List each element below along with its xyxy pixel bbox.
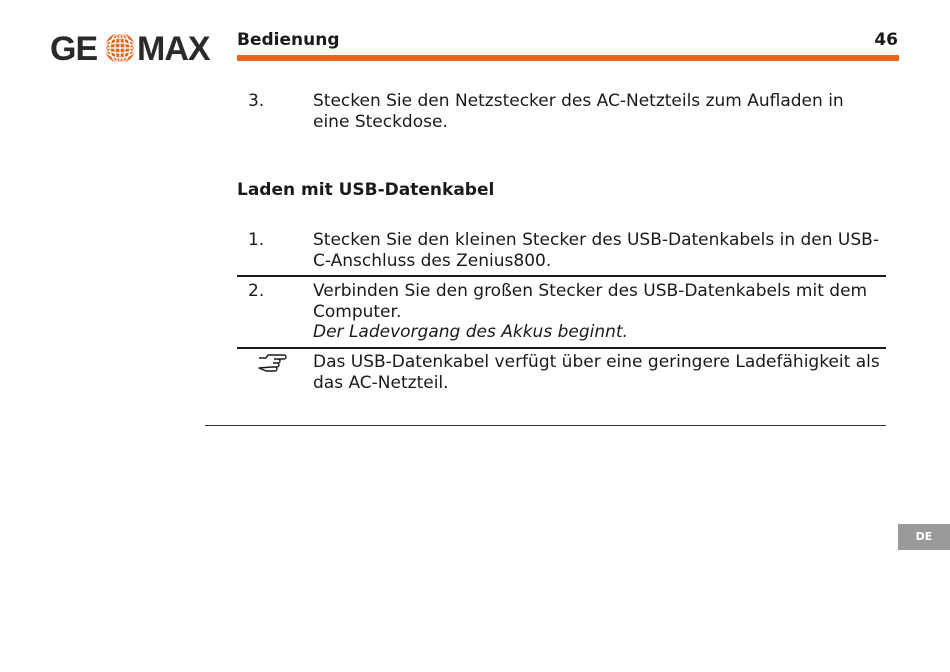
geomax-logo-mark — [50, 29, 218, 67]
step-text: Stecken Sie den Netzstecker des AC-Netzteils zum Aufladen in eine Steckdose. — [313, 91, 844, 132]
step-text-block — [313, 281, 883, 343]
table-row-divider — [237, 275, 886, 277]
step-text: Stecken Sie den kleinen Stecker des USB-Datenkabels in den USB-C-Anschluss des Zenius800. — [313, 230, 879, 271]
step-result: Der Ladevorgang des Akkus beginnt. — [313, 322, 628, 342]
svg-text:GE: GE — [50, 30, 98, 67]
table-row-divider — [237, 347, 886, 349]
page-section-title: Bedienung — [237, 30, 340, 50]
step-number: 1. — [248, 230, 265, 250]
page-number: 46 — [874, 30, 898, 50]
section-heading: Laden mit USB-Datenkabel — [237, 180, 495, 200]
header-accent-rule — [237, 55, 899, 61]
geomax-logo — [50, 29, 218, 67]
step-text: Verbinden Sie den großen Stecker des USB-Datenkabels mit dem Computer. — [313, 281, 868, 322]
language-tab-de[interactable]: DE — [898, 524, 950, 550]
note-text: Das USB-Datenkabel verfügt über eine geringere Ladefähigkeit als das AC-Netzteil. — [313, 352, 880, 393]
step-number: 3. — [248, 91, 265, 111]
pointing-hand-icon — [257, 350, 287, 372]
step-number: 2. — [248, 281, 265, 301]
section-end-divider — [205, 425, 886, 426]
svg-text:MAX: MAX — [137, 30, 210, 67]
